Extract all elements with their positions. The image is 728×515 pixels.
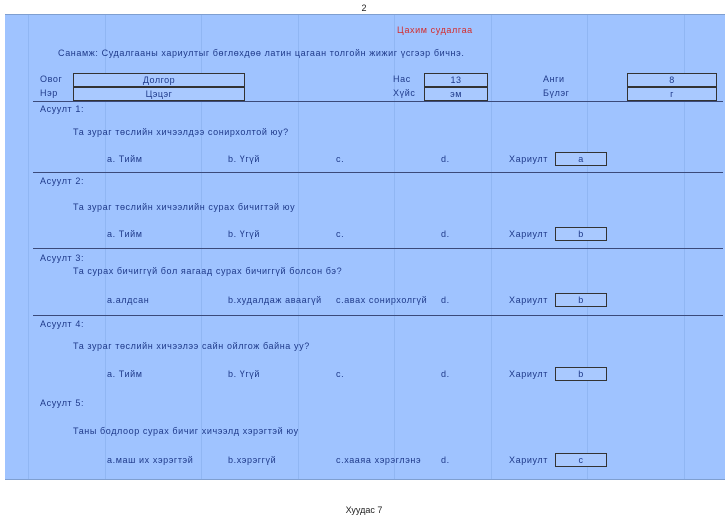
question-5-answer-field[interactable]: c [555,453,607,467]
gender-field[interactable]: эм [424,87,488,101]
question-1-option-c: c. [336,154,345,164]
question-4-option-a: a. Тийм [107,369,143,379]
question-1-option-a: a. Тийм [107,154,143,164]
age-label: Нас [393,74,411,84]
survey-title: Цахим судалгаа [397,25,473,35]
page-footer: Хуудас 7 [345,505,383,515]
question-1-answer-field[interactable]: a [555,152,607,166]
divider [33,101,723,102]
gender-label: Хүйс [393,88,416,98]
question-3-option-c: c.авах сонирхолгүй [336,295,428,305]
group-label: Бүлэг [543,88,570,98]
last-name-field[interactable]: Долгор [73,73,245,87]
question-3-option-b: b.худалдаж аваагүй [228,295,322,305]
question-2-answer-field[interactable]: b [555,227,607,241]
question-5-option-d: d. [441,455,450,465]
question-3-answer-label: Хариулт [509,295,548,305]
question-4-answer-field[interactable]: b [555,367,607,381]
group-field[interactable]: г [627,87,717,101]
instruction-text: Санамж: Судалгааны хариултыг бөглөхдөө латин цагаан толгойн жижиг үсгээр бичнэ. [58,48,465,58]
question-2-text: Та зураг төслийн хичээлийн сурах бичигтэй юу [73,202,296,212]
question-3-text: Та сурах бичиггүй бол яагаад сурах бичиггүй болсон бэ? [73,266,343,276]
question-1-answer-label: Хариулт [509,154,548,164]
question-5-option-c: c.хааяа хэрэглэнэ [336,455,422,465]
question-3-option-a: a.алдсан [107,295,150,305]
question-4-option-c: c. [336,369,345,379]
first-name-field[interactable]: Цэцэг [73,87,245,101]
question-2-answer-label: Хариулт [509,229,548,239]
first-name-label: Нэр [40,88,58,98]
divider [33,172,723,173]
last-name-label: Овог [40,74,63,84]
question-2-label: Асуулт 2: [40,176,85,186]
question-4-answer-label: Хариулт [509,369,548,379]
question-4-option-b: b. Үгүй [228,369,261,379]
question-5-answer-label: Хариулт [509,455,548,465]
question-3-answer-field[interactable]: b [555,293,607,307]
question-2-option-b: b. Үгүй [228,229,261,239]
question-5-label: Асуулт 5: [40,398,85,408]
survey-sheet [5,14,725,480]
question-4-label: Асуулт 4: [40,319,85,329]
grade-field[interactable]: 8 [627,73,717,87]
question-3-option-d: d. [441,295,450,305]
question-5-text: Таны бодлоор сурах бичиг хичээлд хэрэгтэй юу [73,426,299,436]
page-number: 2 [361,3,367,13]
question-2-option-d: d. [441,229,450,239]
question-1-text: Та зураг төслийн хичээлдээ сонирхолтой юу? [73,127,289,137]
question-4-text: Та зураг төслийн хичээлээ сайн ойлгож байна уу? [73,341,310,351]
question-2-option-c: c. [336,229,345,239]
question-3-label: Асуулт 3: [40,253,85,263]
age-field[interactable]: 13 [424,73,488,87]
divider [33,248,723,249]
question-1-option-b: b. Үгүй [228,154,261,164]
question-1-option-d: d. [441,154,450,164]
question-5-option-a: a.маш их хэрэгтэй [107,455,194,465]
question-5-option-b: b.хэрэггүй [228,455,277,465]
question-2-option-a: a. Тийм [107,229,143,239]
grade-label: Анги [543,74,565,84]
question-4-option-d: d. [441,369,450,379]
divider [33,315,723,316]
question-1-label: Асуулт 1: [40,104,85,114]
